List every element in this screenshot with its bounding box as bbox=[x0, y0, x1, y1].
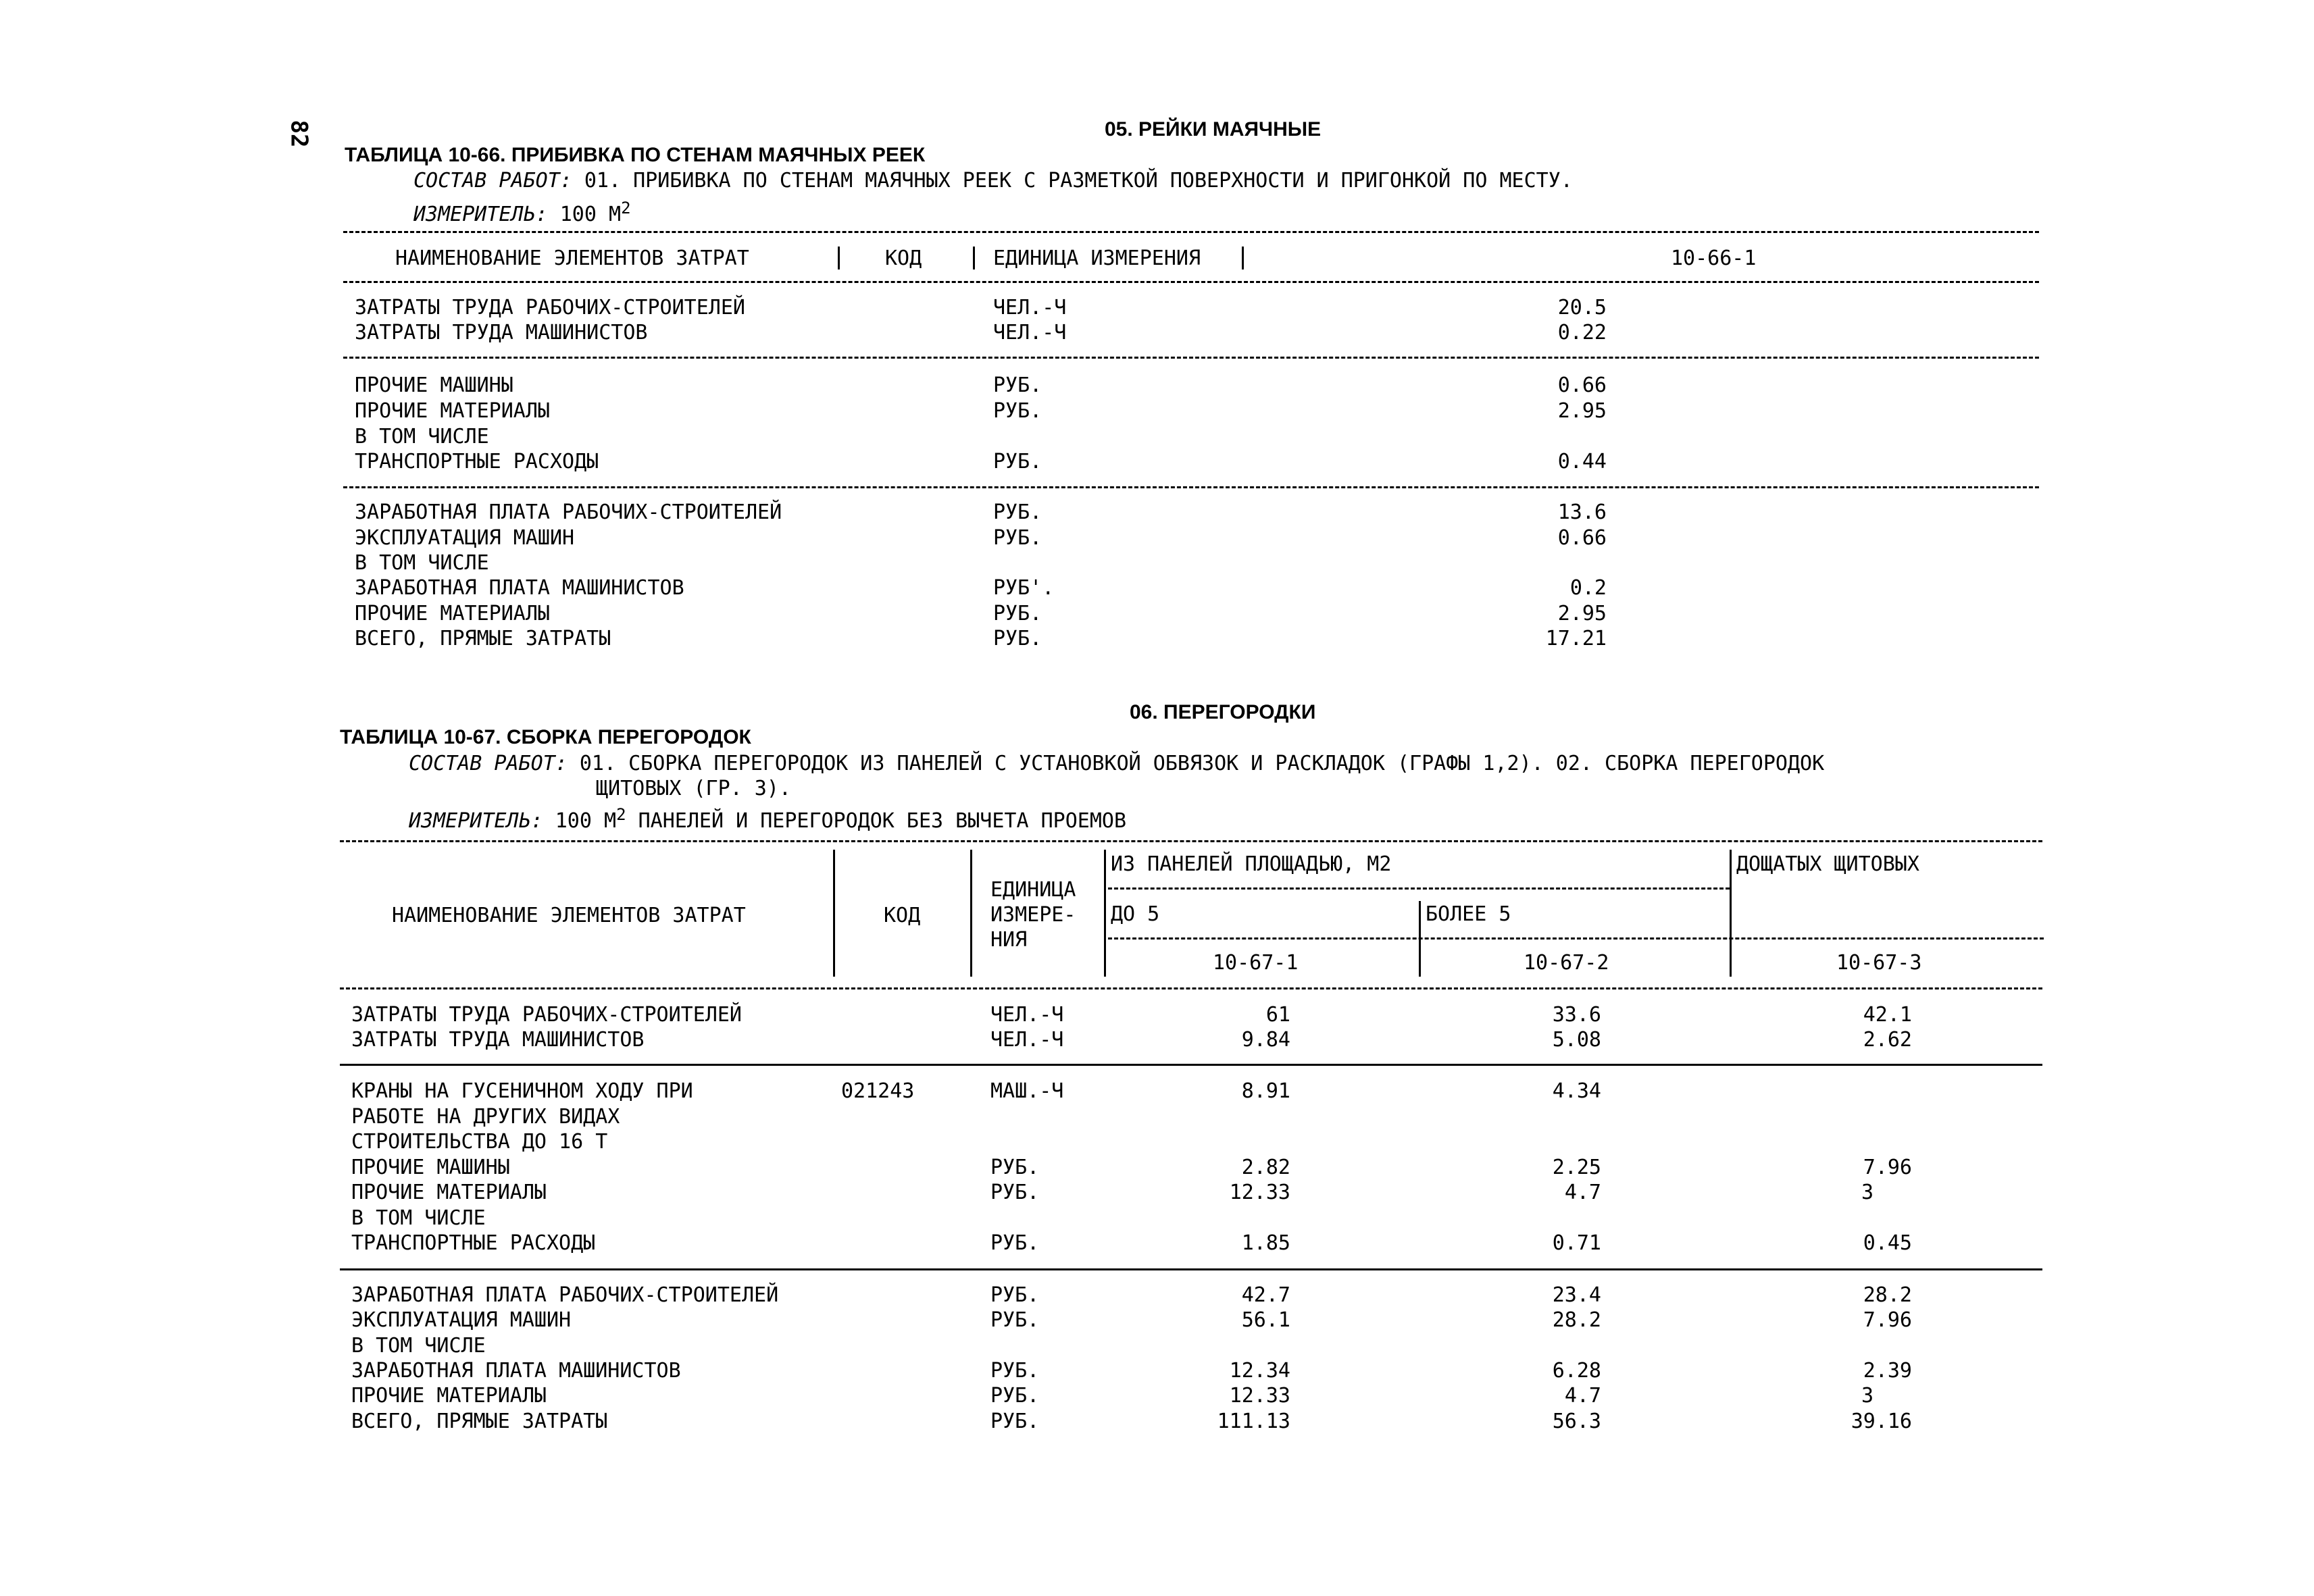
table-row-unit: РУБ. bbox=[990, 1283, 1040, 1307]
table-row-value: 2.95 bbox=[1557, 399, 1607, 423]
table1-rule-2 bbox=[343, 357, 2039, 359]
measure-sup: 2 bbox=[621, 199, 631, 217]
table2-header-group1: ИЗ ПАНЕЛЕЙ ПЛОЩАДЬЮ, М2 bbox=[1111, 852, 1392, 876]
table-row-name: СТРОИТЕЛЬСТВА ДО 16 Т bbox=[351, 1130, 608, 1154]
table-row-unit: РУБ. bbox=[990, 1181, 1040, 1204]
table-row-value-1: 12.33 bbox=[1229, 1181, 1290, 1204]
table2-header-col2: 10-67-2 bbox=[1524, 951, 1609, 975]
section-title-2: 06. ПЕРЕГОРОДКИ bbox=[1130, 701, 1316, 723]
table-row-value-2: 4.7 bbox=[1564, 1181, 1601, 1204]
table-row-name: В ТОМ ЧИСЛЕ bbox=[351, 1206, 486, 1230]
table-row-unit: РУБ. bbox=[990, 1384, 1040, 1408]
table-row-unit: ЧЕЛ.-Ч bbox=[993, 296, 1067, 319]
table-row-value-3: 0.45 bbox=[1863, 1231, 1912, 1255]
table-row-unit: ЧЕЛ.-Ч bbox=[990, 1028, 1064, 1052]
work-composition-2-cont: ЩИТОВЫХ (ГР. 3). bbox=[596, 777, 791, 800]
table-row-name: ТРАНСПОРТНЫЕ РАСХОДЫ bbox=[355, 450, 599, 473]
table-row-value-2: 33.6 bbox=[1552, 1003, 1601, 1027]
table-row-value-1: 12.34 bbox=[1229, 1359, 1290, 1383]
table2-hdr-sep-name bbox=[833, 850, 835, 977]
table-row-value-2: 28.2 bbox=[1552, 1308, 1601, 1332]
work-composition-2 bbox=[409, 752, 1824, 776]
table-row-value-1: 111.13 bbox=[1217, 1410, 1290, 1433]
table-row-name: КРАНЫ НА ГУСЕНИЧНОМ ХОДУ ПРИ bbox=[351, 1079, 693, 1103]
table-row-name: ПРОЧИЕ МАТЕРИАЛЫ bbox=[355, 399, 550, 423]
table-row-unit: РУБ. bbox=[990, 1410, 1040, 1433]
table1-top-rule bbox=[343, 231, 2039, 233]
table1-header-rule bbox=[343, 281, 2039, 283]
table-row-name: В ТОМ ЧИСЛЕ bbox=[355, 425, 489, 448]
table-title-10-66: ТАБЛИЦА 10-66. ПРИБИВКА ПО СТЕНАМ МАЯЧНЫХ РЕЕК bbox=[345, 144, 926, 166]
table-row-unit: МАШ.-Ч bbox=[990, 1079, 1064, 1103]
table-row-value-2: 23.4 bbox=[1552, 1283, 1601, 1307]
table-row-value-2: 5.08 bbox=[1552, 1028, 1601, 1052]
measure-rest: ПАНЕЛЕЙ И ПЕРЕГОРОДОК БЕЗ ВЫЧЕТА ПРОЕМОВ bbox=[626, 809, 1127, 833]
measure-label: ИЗМЕРИТЕЛЬ: bbox=[409, 809, 543, 833]
table-row-unit: РУБ. bbox=[990, 1308, 1040, 1332]
table-row-value: 0.66 bbox=[1557, 526, 1607, 550]
table-row-value-2: 0.71 bbox=[1552, 1231, 1601, 1255]
table-row-unit: РУБ. bbox=[990, 1359, 1040, 1383]
table-row-unit: РУБ. bbox=[993, 399, 1042, 423]
table2-header-code: КОД bbox=[884, 904, 921, 927]
table-row-value-2: 2.25 bbox=[1552, 1156, 1601, 1179]
table-row-value-1: 9.84 bbox=[1241, 1028, 1290, 1052]
table-row-unit: РУБ. bbox=[993, 627, 1042, 650]
table-row-value-3: 2.62 bbox=[1863, 1028, 1912, 1052]
measure-sup: 2 bbox=[616, 805, 626, 824]
table-row-code: 021243 bbox=[841, 1079, 915, 1103]
table-row-value-2: 6.28 bbox=[1552, 1359, 1601, 1383]
table-row-value-3: 7.96 bbox=[1863, 1308, 1912, 1332]
page-number: 82 bbox=[285, 120, 313, 148]
table-row-value-2: 4.34 bbox=[1552, 1079, 1601, 1103]
table-row-value-3: 42.1 bbox=[1863, 1003, 1912, 1027]
table-row-value: 0.44 bbox=[1557, 450, 1607, 473]
table-row-unit: РУБ. bbox=[993, 450, 1042, 473]
table-row-name: ЭКСПЛУАТАЦИЯ МАШИН bbox=[351, 1308, 572, 1332]
table-row-name: РАБОТЕ НА ДРУГИХ ВИДАХ bbox=[351, 1105, 620, 1129]
table2-top-rule bbox=[340, 840, 2042, 842]
table1-rule-3 bbox=[343, 486, 2039, 488]
table-row-name: ЗАТРАТЫ ТРУДА РАБОЧИХ-СТРОИТЕЛЕЙ bbox=[355, 296, 745, 319]
work-composition-1 bbox=[413, 169, 1573, 193]
table-row-name: ЗАТРАТЫ ТРУДА РАБОЧИХ-СТРОИТЕЛЕЙ bbox=[351, 1003, 742, 1027]
work-text: 01. ПРИБИВКА ПО СТЕНАМ МАЯЧНЫХ РЕЕК С РАЗМЕТКОЙ ПОВЕРХНОСТИ И ПРИГОНКОЙ ПО МЕСТУ. bbox=[572, 169, 1573, 192]
table-row-name: ЗАТРАТЫ ТРУДА МАШИНИСТОВ bbox=[351, 1028, 645, 1052]
table2-header-unit-l2: ИЗМЕРЕ- bbox=[990, 903, 1076, 927]
table-row-unit: РУБ. bbox=[993, 602, 1042, 625]
table-row-value: 17.21 bbox=[1545, 627, 1607, 650]
table-row-unit: ЧЕЛ.-Ч bbox=[990, 1003, 1064, 1027]
table-row-name: ЗАТРАТЫ ТРУДА МАШИНИСТОВ bbox=[355, 321, 648, 344]
table2-header-col1: 10-67-1 bbox=[1213, 951, 1299, 975]
work-label: СОСТАВ РАБОТ: bbox=[409, 752, 568, 775]
table-row-name: ПРОЧИЕ МАТЕРИАЛЫ bbox=[351, 1384, 547, 1408]
table2-header-sub2: БОЛЕЕ 5 bbox=[1426, 902, 1511, 926]
table2-hdr-sep-group bbox=[1730, 850, 1732, 977]
table2-rule-2 bbox=[340, 1064, 2042, 1066]
table2-header-name: НАИМЕНОВАНИЕ ЭЛЕМЕНТОВ ЗАТРАТ bbox=[392, 904, 746, 927]
table-row-value-3: 3 bbox=[1861, 1384, 1874, 1408]
table-row-value-1: 1.85 bbox=[1241, 1231, 1290, 1255]
work-text: 01. СБОРКА ПЕРЕГОРОДОК ИЗ ПАНЕЛЕЙ С УСТАНОВКОЙ ОБВЯЗОК И РАСКЛАДОК (ГРАФЫ 1,2). 02. СБОРКА ПЕРЕГОРОДОК bbox=[567, 752, 1825, 775]
table-row-value-2: 4.7 bbox=[1564, 1384, 1601, 1408]
table2-header-rule bbox=[340, 987, 2042, 989]
table-row-value-3: 28.2 bbox=[1863, 1283, 1912, 1307]
table-row-value: 13.6 bbox=[1557, 500, 1607, 524]
table-row-value-1: 61 bbox=[1265, 1003, 1290, 1027]
table-row-value-3: 7.96 bbox=[1863, 1156, 1912, 1179]
table-row-name: ВСЕГО, ПРЯМЫЕ ЗАТРАТЫ bbox=[351, 1410, 608, 1433]
table-row-value-1: 2.82 bbox=[1241, 1156, 1290, 1179]
table-row-unit: РУБ'. bbox=[993, 576, 1055, 600]
section-title-1: 05. РЕЙКИ МАЯЧНЫЕ bbox=[1105, 118, 1322, 140]
table-row-value-1: 56.1 bbox=[1241, 1308, 1290, 1332]
table1-hdr-sep-1 bbox=[838, 247, 840, 269]
table1-hdr-sep-2 bbox=[973, 247, 975, 269]
table-row-name: ПРОЧИЕ МАШИНЫ bbox=[351, 1156, 510, 1179]
measure-text: 100 М bbox=[543, 809, 617, 833]
table2-group-rule bbox=[1108, 887, 1730, 890]
measure-text: 100 М bbox=[547, 203, 622, 226]
measure-label: ИЗМЕРИТЕЛЬ: bbox=[413, 203, 548, 226]
work-label: СОСТАВ РАБОТ: bbox=[413, 169, 572, 192]
table2-sub-rule bbox=[1108, 937, 2044, 939]
table-row-value-1: 8.91 bbox=[1241, 1079, 1290, 1103]
table-row-unit: РУБ. bbox=[990, 1231, 1040, 1255]
table2-header-col3: 10-67-3 bbox=[1836, 951, 1922, 975]
table-row-value: 2.95 bbox=[1557, 602, 1607, 625]
table-row-name: ПРОЧИЕ МАТЕРИАЛЫ bbox=[355, 602, 550, 625]
table-row-value-1: 12.33 bbox=[1229, 1384, 1290, 1408]
table1-header-unit: ЕДИНИЦА ИЗМЕРЕНИЯ bbox=[993, 247, 1201, 270]
table-row-name: В ТОМ ЧИСЛЕ bbox=[351, 1334, 486, 1358]
table-row-name: ВСЕГО, ПРЯМЫЕ ЗАТРАТЫ bbox=[355, 627, 611, 650]
table-row-value: 0.22 bbox=[1557, 321, 1607, 344]
table2-hdr-sep-code bbox=[970, 850, 972, 977]
table-row-value: 20.5 bbox=[1557, 296, 1607, 319]
table1-hdr-sep-3 bbox=[1242, 247, 1244, 269]
table1-header-name: НАИМЕНОВАНИЕ ЭЛЕМЕНТОВ ЗАТРАТ bbox=[395, 247, 749, 270]
table-row-name: ЗАРАБОТНАЯ ПЛАТА МАШИНИСТОВ bbox=[351, 1359, 681, 1383]
table-row-name: В ТОМ ЧИСЛЕ bbox=[355, 551, 489, 575]
table-row-value: 0.66 bbox=[1557, 374, 1607, 397]
table-row-unit: ЧЕЛ.-Ч bbox=[993, 321, 1067, 344]
table-row-name: ТРАНСПОРТНЫЕ РАСХОДЫ bbox=[351, 1231, 596, 1255]
table1-header-code: КОД bbox=[885, 247, 922, 270]
table1-header-col1: 10-66-1 bbox=[1671, 247, 1757, 270]
measure-2 bbox=[409, 802, 1126, 833]
measure-1 bbox=[413, 196, 631, 227]
table-row-name: ПРОЧИЕ МАШИНЫ bbox=[355, 374, 513, 397]
table2-header-sub1: ДО 5 bbox=[1111, 902, 1160, 926]
table-row-name: ЗАРАБОТНАЯ ПЛАТА РАБОЧИХ-СТРОИТЕЛЕЙ bbox=[351, 1283, 779, 1307]
table-row-value-3: 2.39 bbox=[1863, 1359, 1912, 1383]
table2-header-group2: ДОЩАТЫХ ЩИТОВЫХ bbox=[1736, 852, 1919, 876]
table-row-name: ЭКСПЛУАТАЦИЯ МАШИН bbox=[355, 526, 575, 550]
table-title-10-67: ТАБЛИЦА 10-67. СБОРКА ПЕРЕГОРОДОК bbox=[340, 726, 751, 748]
table-row-unit: РУБ. bbox=[993, 526, 1042, 550]
table-row-value-1: 42.7 bbox=[1241, 1283, 1290, 1307]
table2-header-unit-l1: ЕДИНИЦА bbox=[990, 878, 1076, 902]
table-row-value-3: 39.16 bbox=[1851, 1410, 1912, 1433]
table-row-value-3: 3 bbox=[1861, 1181, 1874, 1204]
table-row-name: ЗАРАБОТНАЯ ПЛАТА РАБОЧИХ-СТРОИТЕЛЕЙ bbox=[355, 500, 782, 524]
table-row-value-2: 56.3 bbox=[1552, 1410, 1601, 1433]
table-row-value: 0.2 bbox=[1569, 576, 1607, 600]
table-row-unit: РУБ. bbox=[993, 500, 1042, 524]
table-row-name: ПРОЧИЕ МАТЕРИАЛЫ bbox=[351, 1181, 547, 1204]
table-row-unit: РУБ. bbox=[993, 374, 1042, 397]
table2-header-unit-l3: НИЯ bbox=[990, 928, 1028, 952]
table-row-name: ЗАРАБОТНАЯ ПЛАТА МАШИНИСТОВ bbox=[355, 576, 684, 600]
table-row-unit: РУБ. bbox=[990, 1156, 1040, 1179]
table2-rule-3 bbox=[340, 1268, 2042, 1270]
table2-hdr-sep-unit bbox=[1104, 850, 1106, 977]
